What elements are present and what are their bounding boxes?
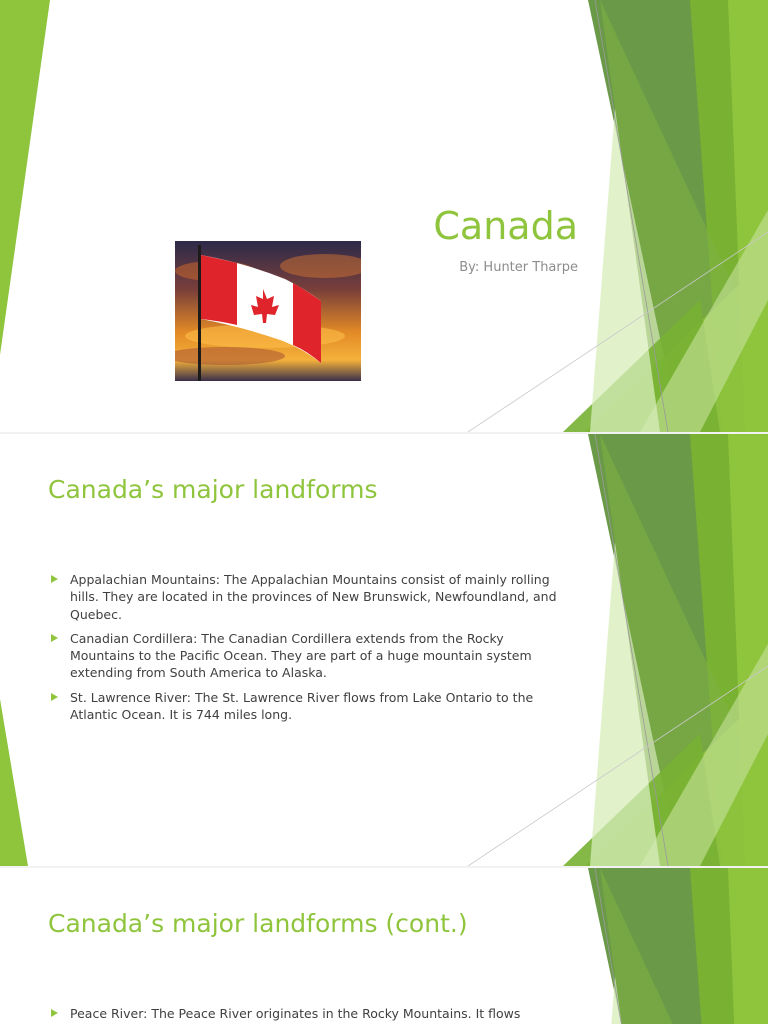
bullet-list [48,571,568,730]
bullet-text: Peace River: The Peace River originates in the Rocky Mountains. It flows [70,1006,521,1021]
facet-decoration [0,0,768,432]
bullet-text: Canadian Cordillera: The Canadian Cordillera extends from the Rocky Mountains to the Pacific Ocean. They are part of a huge mountain system extending from South America to Alaska. [70,630,532,681]
bullet-text: Appalachian Mountains: The Appalachian Mountains consist of mainly rolling hills. They are located in the provinces of New Brunswick, Newfoundland, and Quebec. [70,572,557,622]
canada-flag-photo [175,241,361,381]
bullet-item [48,571,568,623]
slide-2[interactable] [0,434,768,866]
triangle-bullet-icon [51,1009,58,1017]
facet-decoration [0,868,768,1024]
bullet-text: St. Lawrence River: The St. Lawrence River flows from Lake Ontario to the Atlantic Ocean. It is 744 miles long. [70,689,534,723]
bullet-item [48,630,568,682]
slide-3[interactable] [0,868,768,1024]
slide-heading: Canada’s major landforms [48,475,378,504]
bullet-item [48,1005,568,1022]
triangle-bullet-icon [51,575,58,583]
slide-title: Canada [433,204,578,248]
triangle-bullet-icon [51,634,58,642]
slide-subtitle: By: Hunter Tharpe [459,260,578,275]
bullet-list [48,1005,568,1024]
slide-heading: Canada’s major landforms (cont.) [48,909,468,938]
triangle-bullet-icon [51,693,58,701]
bullet-item [48,689,568,724]
slide-1[interactable] [0,0,768,432]
